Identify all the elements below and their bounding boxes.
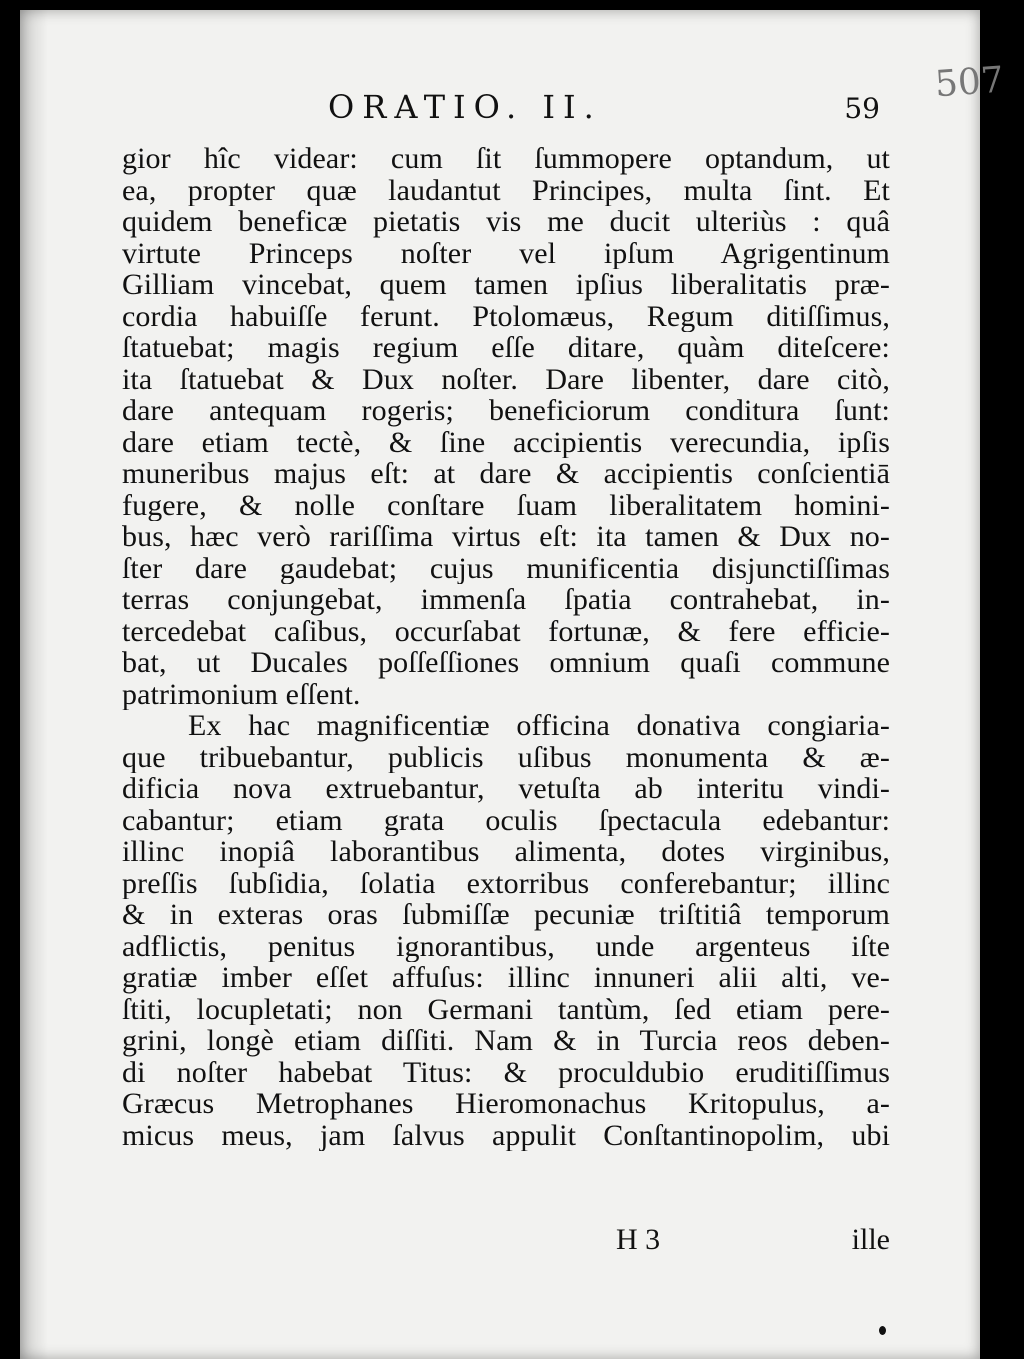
text-line: gratiæ imber eſſet affuſus: illinc innuneri alii alti, ve- (122, 962, 890, 994)
text-line: illinc inopiâ laborantibus alimenta, dotes virginibus, (122, 836, 890, 868)
text-line: gior hîc videar: cum ſit ſummopere optandum, ut (122, 143, 890, 175)
text-line: preſſis ſubſidia, ſolatia extorribus conferebantur; illinc (122, 867, 890, 899)
page-number: 59 (844, 92, 880, 125)
text-line: dificia nova extruebantur, vetuſta ab interitu vindi- (122, 773, 890, 805)
signature-mark: H 3 (616, 1223, 661, 1256)
page-header (320, 88, 880, 128)
text-line: dare etiam tectè, & ſine accipientis verecundia, ipſis (122, 426, 890, 458)
text-line: patrimonium eſſent. (122, 678, 361, 710)
text-line: ita ſtatuebat & Dux noſter. Dare libenter, dare citò, (122, 363, 890, 395)
ink-speck (879, 1326, 886, 1335)
text-line: ſtatuebat; magis regium eſſe ditare, quàm diteſcere: (122, 332, 890, 364)
text-line: Gilliam vincebat, quem tamen ipſius liberalitatis præ- (122, 269, 890, 301)
page-footer (122, 1223, 890, 1259)
running-title: ORATIO. II. (328, 88, 602, 126)
page-fold-shadow (20, 10, 48, 1359)
text-line: terras conjungebat, immenſa ſpatia contrahebat, in- (122, 584, 890, 616)
text-line: adflictis, penitus ignorantibus, unde argenteus iſte (122, 930, 890, 962)
book-page (20, 10, 980, 1359)
body-text (122, 143, 890, 1151)
text-line: quidem beneficæ pietatis vis me ducit ulteriùs : quâ (122, 206, 890, 238)
text-line: Græcus Metrophanes Hieromonachus Kritopulus, a- (122, 1088, 890, 1120)
text-line: dare antequam rogeris; beneficiorum conditura ſunt: (122, 395, 890, 427)
text-line: fugere, & nolle conſtare ſuam liberalitatem homini- (122, 489, 890, 521)
text-line: & in exteras oras ſubmiſſæ pecuniæ triſtitiâ temporum (122, 899, 890, 931)
handwritten-folio-number: 507 (933, 59, 1006, 106)
text-line: micus meus, jam ſalvus appulit Conſtantinopolim, ubi (122, 1119, 890, 1151)
catchword: ille (851, 1223, 890, 1256)
text-line: Ex hac magnificentiæ officina donativa congiaria- (188, 710, 890, 742)
text-line: di noſter habebat Titus: & proculdubio eruditiſſimus (122, 1056, 890, 1088)
text-line: virtute Princeps noſter vel ipſum Agrigentinum (122, 237, 890, 269)
text-line: bat, ut Ducales poſſeſſiones omnium quaſi commune (122, 647, 890, 679)
text-line: ea, propter quæ laudantut Principes, multa ſint. Et (122, 174, 890, 206)
text-line: muneribus majus eſt: at dare & accipientis conſcientiā (122, 458, 890, 490)
text-line: ſter dare gaudebat; cujus munificentia disjunctiſſimas (122, 552, 890, 584)
text-line: bus, hæc verò rariſſima virtus eſt: ita tamen & Dux no- (122, 521, 890, 553)
text-line: tercedebat caſibus, occurſabat fortunæ, & fere efficie- (122, 615, 890, 647)
text-line: que tribuebantur, publicis uſibus monumenta & æ- (122, 741, 890, 773)
text-line: grini, longè etiam diſſiti. Nam & in Turcia reos deben- (122, 1025, 890, 1057)
text-line: cabantur; etiam grata oculis ſpectacula edebantur: (122, 804, 890, 836)
text-line: ſtiti, locupletati; non Germani tantùm, ſed etiam pere- (122, 993, 890, 1025)
text-line: cordia habuiſſe ferunt. Ptolomæus, Regum ditiſſimus, (122, 300, 890, 332)
